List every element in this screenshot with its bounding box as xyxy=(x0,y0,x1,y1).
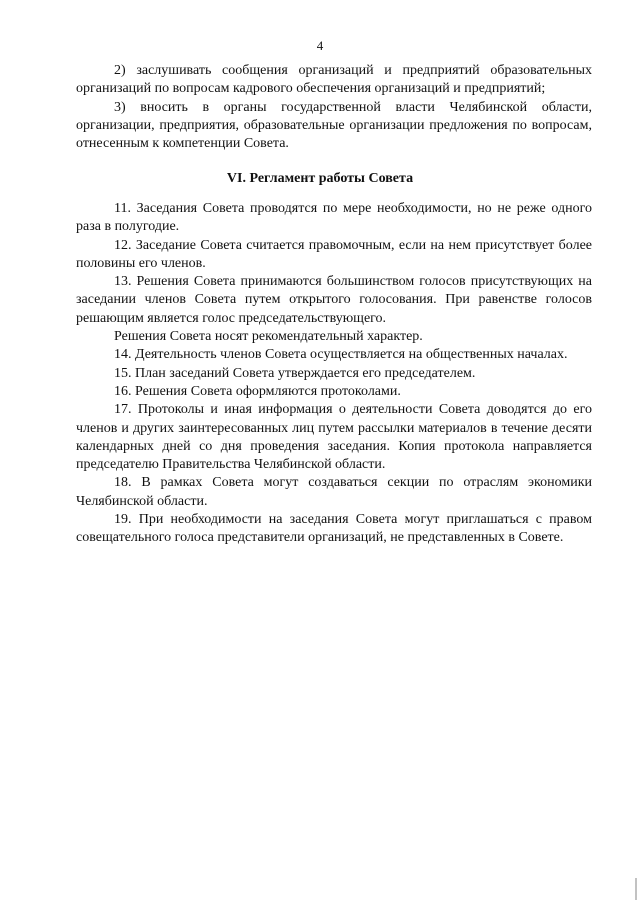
clause-17: 17. Протоколы и иная информация о деятельности Совета доводятся до его членов и других заинтересованных лиц путем рассылки материалов в течение десяти календарных дней со дня проведения заседания. Копия протокола направляется председателю Правительства Челябинской области. xyxy=(76,402,592,473)
clause-11: 11. Заседания Совета проводятся по мере необходимости, но не реже одного раза в полугодие. xyxy=(76,201,592,235)
clause-19: 19. При необходимости на заседания Совета могут приглашаться с правом совещательного голоса представители организаций, не представленных в Совете. xyxy=(76,512,592,546)
clause-13-note: Решения Совета носят рекомендательный характер. xyxy=(114,329,423,345)
page-number: 4 xyxy=(316,38,324,53)
clause-18: 18. В рамках Совета могут создаваться секции по отраслям экономики Челябинской области. xyxy=(76,475,592,509)
section-clauses xyxy=(76,200,592,548)
intro-item-3: 3) вносить в органы государственной власти Челябинской области, организации, предприятия, образовательные организации предложения по вопросам, отнесенным к компетенции Совета. xyxy=(76,99,592,152)
intro-item-2: 2) заслушивать сообщения организаций и предприятий образовательных организаций по вопросам кадрового обеспечения организаций и предприятий; xyxy=(76,63,592,97)
clause-13: 13. Решения Совета принимаются большинством голосов присутствующих на заседании членов Совета путем открытого голосования. При равенстве голосов решающим является голос председательствующего. xyxy=(76,274,592,326)
scan-edge-mark xyxy=(635,878,637,900)
clause-12: 12. Заседание Совета считается правомочным, если на нем присутствует более половины его членов. xyxy=(76,237,592,271)
section-heading: VI. Регламент работы Совета xyxy=(226,171,414,186)
clause-16: 16. Решения Совета оформляются протоколами. xyxy=(114,383,401,399)
clause-14: 14. Деятельность членов Совета осуществляется на общественных началах. xyxy=(114,347,568,363)
clause-15: 15. План заседаний Совета утверждается его председателем. xyxy=(114,365,476,381)
intro-items xyxy=(76,62,592,153)
